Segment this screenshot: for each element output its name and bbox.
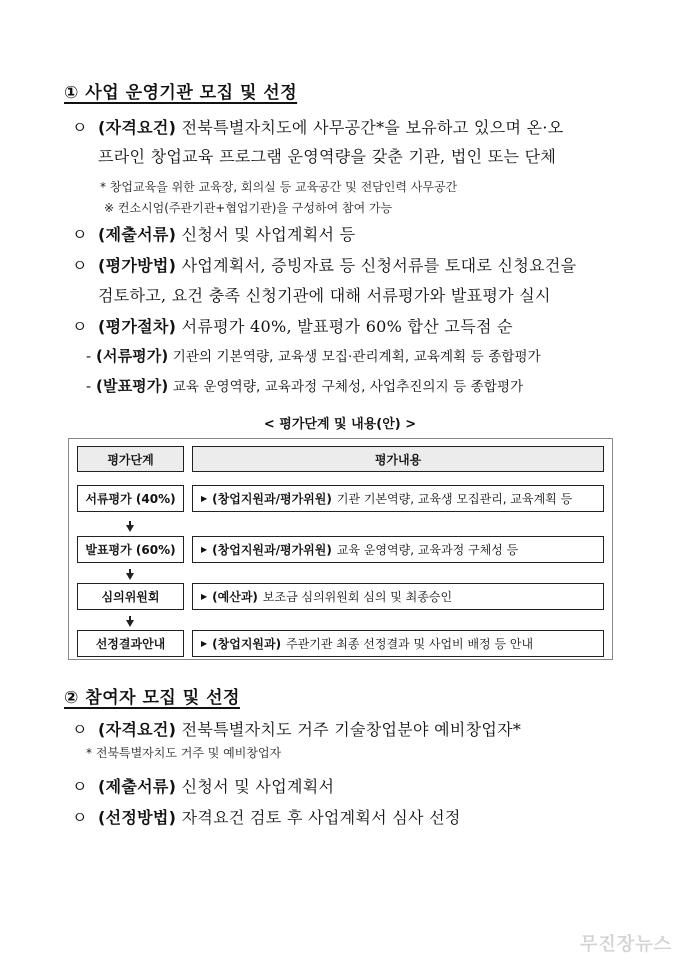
item-text: 전북특별자치도 거주 기술창업분야 예비창업자* [176, 720, 522, 739]
qualification-item [72, 115, 564, 138]
item-text: 전북특별자치도에 사무공간*을 보유하고 있으며 온·오 [176, 118, 564, 137]
triangle-bullet-icon: ▶ [201, 494, 208, 503]
circle-bullet: ㅇ [72, 777, 88, 796]
circle-bullet: ㅇ [72, 225, 88, 244]
section-2-title: ② 참여자 모집 및 선정 [64, 688, 240, 708]
flow-caption: < 평가단계 및 내용(안) > [263, 417, 417, 432]
flow-header-content: 평가내용 [192, 446, 604, 472]
circle-bullet: ㅇ [72, 256, 88, 275]
triangle-bullet-icon: ▶ [201, 592, 208, 601]
item-text: 자격요건 검토 후 사업계획서 심사 선정 [176, 808, 461, 827]
dash-head: (발표평가) [96, 377, 169, 395]
flow-content-presentation [192, 536, 604, 563]
flow-content-result [192, 630, 604, 657]
dash-text: 교육 운영역량, 교육과정 구체성, 사업추진의지 등 종합평가 [168, 379, 524, 395]
flow-desc: 보조금 심의위원회 심의 및 최종승인 [262, 590, 453, 604]
circle-bullet: ㅇ [72, 720, 88, 739]
item-head: (자격요건) [98, 118, 177, 137]
participant-documents-item [72, 774, 334, 797]
item-text: 서류평가 40%, 발표평가 60% 합산 고득점 순 [176, 317, 513, 336]
document-review-item [86, 345, 541, 366]
down-arrow-icon [126, 573, 134, 580]
triangle-bullet-icon: ▶ [201, 545, 208, 554]
flow-dept: (예산과) [212, 590, 258, 604]
flow-dept: (창업지원과/평가위원) [212, 543, 332, 557]
footnote-consortium: ※ 컨소시엄(주관기관+협업기관)을 구성하여 참여 가능 [104, 201, 393, 215]
evaluation-procedure-item [72, 314, 513, 337]
flow-desc: 주관기관 최종 선정결과 및 사업비 배정 등 안내 [286, 637, 534, 651]
presentation-review-item [86, 375, 523, 396]
item-head: (제출서류) [98, 777, 177, 796]
item-head: (제출서류) [98, 225, 177, 244]
circle-bullet: ㅇ [72, 118, 88, 137]
footnote-participant: * 전북특별자치도 거주 및 예비창업자 [86, 746, 282, 760]
evaluation-method-item [72, 253, 576, 276]
flow-dept: (창업지원과/평가위원) [212, 492, 332, 506]
flow-desc: 교육 운영역량, 교육과정 구체성 등 [336, 543, 519, 557]
flow-stage-presentation: 발표평가 (60%) [77, 536, 184, 563]
evaluation-method-cont: 검토하고, 요건 충족 신청기관에 대해 서류평가와 발표평가 실시 [98, 286, 551, 305]
item-head: (평가방법) [98, 256, 177, 275]
dash-text: 기관의 기본역량, 교육생 모집·관리계획, 교육계획 등 종합평가 [168, 349, 541, 365]
flow-content-committee [192, 583, 604, 610]
section-1-title: ① 사업 운영기관 모집 및 선정 [64, 83, 298, 103]
down-arrow-icon [126, 525, 134, 532]
item-head: (평가절차) [98, 317, 177, 336]
flow-content-document [192, 485, 604, 512]
flow-header-stage: 평가단계 [77, 446, 184, 472]
flow-stage-document: 서류평가 (40%) [77, 485, 184, 512]
item-text: 신청서 및 사업계획서 [176, 777, 335, 796]
circle-bullet: ㅇ [72, 317, 88, 336]
dash-head: (서류평가) [96, 347, 169, 365]
item-head: (선정방법) [98, 808, 177, 827]
dash-marker: - [86, 347, 92, 365]
footnote-space: * 창업교육을 위한 교육장, 회의실 등 교육공간 및 전담인력 사무공간 [100, 180, 458, 194]
watermark-logo: 무진장뉴스 [580, 934, 672, 955]
documents-item [72, 222, 355, 245]
participant-qualification-item [72, 717, 521, 740]
circle-bullet: ㅇ [72, 808, 88, 827]
participant-selection-item [72, 805, 461, 828]
flow-dept: (창업지원과) [212, 637, 282, 651]
triangle-bullet-icon: ▶ [201, 639, 208, 648]
dash-marker: - [86, 377, 92, 395]
flow-desc: 기관 기본역량, 교육생 모집관리, 교육계획 등 [336, 492, 573, 506]
down-arrow-icon [126, 620, 134, 627]
flow-stage-result: 선정결과안내 [77, 630, 184, 657]
flow-stage-committee: 심의위원회 [77, 583, 184, 610]
item-text: 사업계획서, 증빙자료 등 신청서류를 토대로 신청요건을 [176, 256, 577, 275]
qualification-item-cont: 프라인 창업교육 프로그램 운영역량을 갖춘 기관, 법인 또는 단체 [98, 147, 557, 166]
item-text: 신청서 및 사업계획서 등 [176, 225, 356, 244]
item-head: (자격요건) [98, 720, 177, 739]
